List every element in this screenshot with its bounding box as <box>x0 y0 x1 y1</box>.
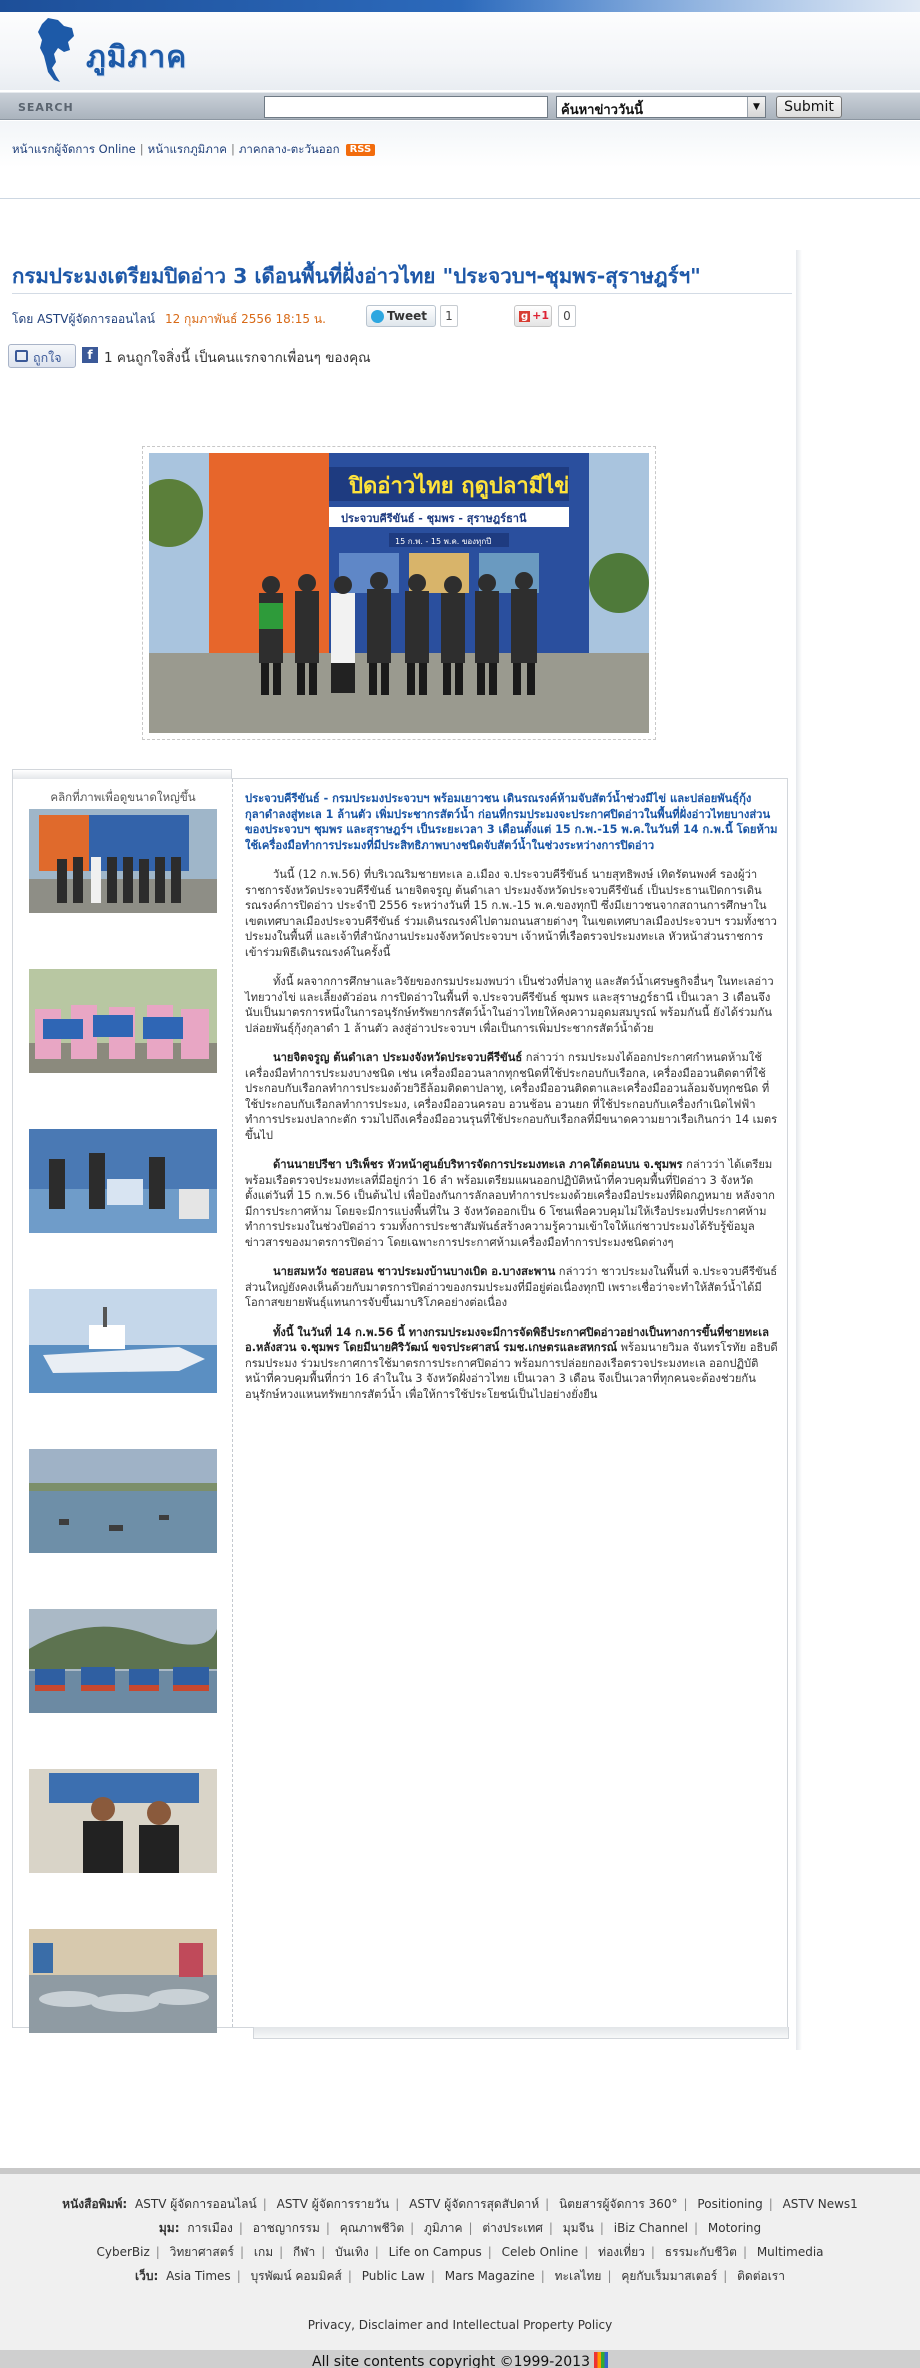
footer-link[interactable]: วิทยาศาสตร์ <box>169 2245 234 2259</box>
thailand-map-icon <box>34 16 78 84</box>
footer-separator: | <box>548 2221 553 2235</box>
paragraph-lead: ด้านนายปรีชา บริเพ็ชร หัวหน้าศูนย์บริหารจัดการประมงทะเล ภาคใต้ตอนบน จ.ชุมพร <box>273 1158 683 1171</box>
paragraph-text: ทั้งนี้ ผลจากการศึกษาและวิจัยของกรมประมงพบว่า เป็นช่วงที่ปลาทู และสัตว์น้ำเศรษฐกิจอื่นๆ ในทะเลอ่าวไทยวางไข่ และเลี้ยงตัวอ่อน การปิดอ่าวในพื้นที่ จ.ประจวบคีรีขันธ์ ชุมพร และสุราษฎร์ธานี เป็นเวลา 3 เดือนจึงนับเป็นมาตรการหนึ่งในการอนุรักษ์ทรัพยากรสัตว์น้ำในอ่าวไทยให้คงความอุดมสมบูรณ์ พร้อมกันนี้ ยังได้ร่วมกันปล่อยพันธุ์กุ้งกุลาดำ 1 ล้านตัว ลงสู่อ่าวประจวบฯ เพื่อเป็นการเพิ่มประชากรสัตว์น้ำด้วย <box>245 975 774 1035</box>
nav-link-region-home[interactable]: หน้าแรกภูมิภาค <box>147 142 227 156</box>
gallery-image <box>29 1449 217 1553</box>
footer-link[interactable]: Public Law <box>361 2269 425 2283</box>
footer-link[interactable]: ท่องเที่ยว <box>598 2245 645 2259</box>
nav-link-manager-home[interactable]: หน้าแรกผู้จัดการ Online <box>12 142 136 156</box>
nav-bar <box>0 121 920 199</box>
footer-row-sections <box>0 2216 920 2240</box>
byline-author: โดย ASTVผู้จัดการออนไลน์ <box>12 312 155 326</box>
paragraph-lead: นายจิตจรูญ ต้นดำเลา ประมงจังหวัดประจวบคีรีขันธ์ <box>273 1051 523 1064</box>
campaign-photo-illustration <box>149 453 649 733</box>
footer-link[interactable]: ASTV ผู้จัดการรายวัน <box>276 2197 390 2211</box>
brand-name: ภูมิภาค <box>86 40 188 75</box>
gallery-thumb-7[interactable] <box>29 1769 217 1873</box>
footer-separator: | <box>325 2221 330 2235</box>
article-byline <box>12 310 326 329</box>
footer-row-label: มุม: <box>158 2221 180 2235</box>
column-shadow <box>796 250 802 2050</box>
gallery-image <box>29 1289 217 1393</box>
gallery-thumb-3[interactable] <box>29 1129 217 1233</box>
footer-separator: | <box>599 2221 604 2235</box>
footer-separator: | <box>236 2269 241 2283</box>
title-divider <box>12 293 792 294</box>
gallery-thumb-1[interactable] <box>29 809 217 913</box>
article-paragraph <box>245 867 779 960</box>
footer-link[interactable]: Celeb Online <box>501 2245 579 2259</box>
banner-subtitle: ประจวบคีรีขันธ์ - ชุมพร - สุราษฎร์ธานี <box>341 512 527 525</box>
paragraph-text: วันนี้ (12 ก.พ.56) ที่บริเวณริมชายทะเล อ.เมือง จ.ประจวบคีรีขันธ์ นายสุทธิพงษ์ เทิดรัตนพงศ์ รองผู้ว่าราชการจังหวัดประจวบคีรีขันธ์ นายจิตจรูญ ต้นดำเลา ประมงจังหวัดประจวบคีรีขันธ์ เป็นประธานเปิดการเดินรณรงค์การปิดอ่าว ประจำปี 2556 ระหว่างวันที่ 15 ก.พ.-15 พ.ค.ของทุกปี ซึ่งมีเยาวชนจากสถานการศึกษาในเขตเทศบาลเมืองประจวบคีรีขันธ์ ร่วมเดินรณรงค์ไปตามถนนสายต่างๆ ในเขตเทศบาลเมืองประจวบฯ รวมทั้งชาวประมงในพื้นที่ และเจ้าที่สำนักงานประมงจังหวัดประจวบฯ เจ้าหน้าที่เรือตรวจประมงทะเล หัวหน้าส่วนราชการ เข้าร่วมพิธีเดินรณรงค์ในครั้งนี้ <box>245 868 777 959</box>
box-bottom-bar <box>253 2027 789 2039</box>
paragraph-lead: นายสมหวัง ชอบสอน ชาวประมงบ้านบางเบิด อ.บางสะพาน <box>273 1265 556 1278</box>
article-box <box>12 778 788 2028</box>
tweet-count: 1 <box>440 305 458 327</box>
footer-separator: | <box>545 2197 550 2211</box>
gallery-thumb-4[interactable] <box>29 1289 217 1393</box>
search-bar <box>0 92 920 120</box>
search-input[interactable] <box>264 96 548 118</box>
copyright-bar <box>0 2350 920 2368</box>
copyright-text: All site contents copyright ©1999-2013 <box>312 2354 590 2368</box>
fb-like-button[interactable] <box>8 344 76 368</box>
article-paragraph <box>245 791 779 853</box>
box-tab <box>12 769 232 779</box>
search-scope-value: ค้นหาข่าววันนี้ <box>561 103 644 118</box>
footer-link[interactable]: ติดต่อเรา <box>737 2269 785 2283</box>
thumbs-up-icon <box>15 350 28 362</box>
footer-separator: | <box>410 2221 415 2235</box>
rss-badge[interactable]: RSS <box>346 144 376 156</box>
footer-link[interactable]: Life on Campus <box>388 2245 482 2259</box>
footer-separator: | <box>607 2269 612 2283</box>
site-logo[interactable] <box>34 16 204 84</box>
facebook-icon[interactable]: f <box>82 347 98 363</box>
paragraph-text: - กรมประมงประจวบฯ พร้อมเยาวชน เดินรณรงค์ห้ามจับสัตว์น้ำช่วงมีไข่ และปล่อยพันธุ์กุ้งกุลาดำลงสู่ทะเล 1 ล้านตัว เพิ่มประชากรสัตว์น้ำ ก่อนที่กรมประมงจะประกาศปิดอ่าวในพื้นที่ฝั่งอ่าวไทยบางส่วนของประจวบฯ ชุมพร และสุราษฎร์ฯ เป็นระยะเวลา 3 เดือนตั้งแต่ 15 ก.พ.-15 พ.ค.ในวันที่ 14 ก.พ.นี้ โดยห้ามใช้เครื่องมือทำการประมงที่มีประสิทธิภาพบางชนิดจับสัตว์น้ำในช่วงระหว่างการปิดอ่าว <box>245 792 778 852</box>
dateline[interactable]: ประจวบคีรีขันธ์ <box>245 792 320 805</box>
footer-link[interactable]: Multimedia <box>756 2245 824 2259</box>
main-photo[interactable] <box>142 446 656 740</box>
footer-separator: | <box>487 2245 492 2259</box>
article-date: 12 กุมภาพันธ์ 2556 18:15 น. <box>164 312 326 326</box>
article-body <box>245 791 779 1416</box>
footer-separator: | <box>155 2245 160 2259</box>
footer-separator: | <box>347 2269 352 2283</box>
footer-separator: | <box>430 2269 435 2283</box>
footer-separator: | <box>374 2245 379 2259</box>
footer-row-label: หนังสือพิมพ์: <box>62 2197 128 2211</box>
footer-link[interactable]: Motoring <box>707 2221 762 2235</box>
footer-separator: | <box>239 2245 245 2259</box>
footer-row-sections-2 <box>0 2240 920 2264</box>
article-paragraph <box>245 1050 779 1143</box>
footer-link[interactable]: iBiz Channel <box>613 2221 689 2235</box>
fb-like-text: 1 คนถูกใจสิ่งนี้ เป็นคนแรกจากเพื่อนๆ ของคุณ <box>104 350 371 366</box>
gplus-label: +1 <box>532 309 550 322</box>
site-header <box>0 0 920 90</box>
footer-row-newspapers <box>0 2192 920 2216</box>
footer-separator: | <box>540 2269 545 2283</box>
banner-dates: 15 ก.พ. - 15 พ.ค. ของทุกปี <box>395 537 492 546</box>
footer-link[interactable]: บันเทิง <box>335 2245 369 2259</box>
footer-link[interactable]: กีฬา <box>293 2245 316 2259</box>
gplus-count: 0 <box>558 305 576 327</box>
footer-separator: | <box>694 2221 699 2235</box>
fb-like-label: ถูกใจ <box>33 350 62 365</box>
gallery-image <box>29 1129 217 1233</box>
footer-link[interactable]: ต่างประเทศ <box>482 2221 543 2235</box>
footer-separator: | <box>262 2197 267 2211</box>
footer-links <box>0 2192 920 2288</box>
article-title: กรมประมงเตรียมปิดอ่าว 3 เดือนพื้นที่ฝั่งอ่าวไทย "ประจวบฯ-ชุมพร-สุราษฎร์ฯ" <box>12 264 701 288</box>
gallery-caption: คลิกที่ภาพเพื่อดูขนาดใหญ่ขึ้น <box>50 790 196 804</box>
footer-link[interactable]: เกม <box>253 2245 274 2259</box>
search-label: SEARCH <box>18 101 74 114</box>
paragraph-lead: ทั้งนี้ ในวันที่ 14 ก.พ.56 นี้ ทางกรมประมงจะมีการจัดพิธีประกาศปิดอ่าวอย่างเป็นทางการขึ้นที่ชายทะเล อ.หลังสวน จ.ชุมพร โดยมีนายศิริวัฒน์ ขจรประศาสน์ รมช.เกษตรและสหกรณ์ <box>245 1325 769 1354</box>
footer-separator: | <box>321 2245 326 2259</box>
footer-link[interactable]: Mars Magazine <box>444 2269 535 2283</box>
gplus-button[interactable] <box>514 305 552 327</box>
chevron-down-icon[interactable]: ▼ <box>747 97 765 117</box>
submit-button[interactable]: Submit <box>776 96 842 118</box>
footer-separator: | <box>395 2197 400 2211</box>
footer-row-websites <box>0 2264 920 2288</box>
footer-link[interactable]: บุรพัฒน์ คอมมิคส์ <box>250 2269 342 2283</box>
footer-separator: | <box>768 2197 773 2211</box>
gplus-icon: g <box>521 311 529 322</box>
footer-separator: | <box>650 2245 655 2259</box>
banner-title: ปิดอ่าวไทย ฤดูปลามีไข่ <box>349 474 570 499</box>
tweet-button[interactable] <box>366 305 436 327</box>
footer-separator: | <box>238 2221 243 2235</box>
nav-separator: | <box>230 142 235 156</box>
paragraph-text: กล่าวว่า ได้เตรียมพร้อมเรือตรวจประมงทะเลที่มีอยู่กว่า 16 ลำ พร้อมเตรียมแผนออกปฏิบัติหน้าที่ควบคุมพื้นที่ปิดอ่าว 3 จังหวัด ตั้งแต่วันที่ 15 ก.พ.56 เป็นต้นไป เพื่อป้องกันการลักลอบทำการประมงด้วยเครื่องมือประมงที่ผิดกฎหมาย หลังจากมีการประกาศห้าม โดยจะมีการแบ่งพื้นที่ใน 3 จังหวัดออกเป็น 6 โซนเพื่อควบคุมไม่ให้เรือประมงที่ประกาศห้ามทำการประมงในช่วงปิดอ่าว รวมทั้งการประชาสัมพันธ์สร้างความรู้ความเข้าใจให้แก่ชาวประมงได้รับรู้ข้อมูลข่าวสารของมาตรการปิดอ่าว โดยเฉพาะการประกาศห้ามเครื่องมือทำการประมงชนิดต่างๆ <box>245 1158 775 1249</box>
search-scope-select[interactable] <box>556 96 766 118</box>
gallery-thumb-6[interactable] <box>29 1609 217 1713</box>
gallery-thumb-8[interactable] <box>29 1929 217 2033</box>
gallery-image <box>29 969 217 1073</box>
nav-link-central-east[interactable]: ภาคกลาง-ตะวันออก <box>238 142 340 156</box>
article-paragraph <box>245 974 779 1036</box>
footer-link[interactable]: Asia Times <box>166 2269 231 2283</box>
paragraph-text: กล่าวว่า ชาวประมงในพื้นที่ จ.ประจวบคีรีขันธ์ ส่วนใหญ่ยังคงเห็นด้วยกับมาตรการปิดอ่าวของกรมประมงที่มีอยู่ต่อเนื่องทุกปี เพราะเชื่อว่าจะทำให้สัตว์น้ำได้มีโอกาสขยายพันธุ์แทนการจับขึ้นมาบริโภคอย่างต่อเนื่อง <box>245 1265 778 1309</box>
policy-link[interactable]: Privacy, Disclaimer and Intellectual Property Policy <box>307 2318 613 2332</box>
footer-separator: | <box>742 2245 747 2259</box>
footer-link[interactable]: ASTV ผู้จัดการออนไลน์ <box>135 2197 257 2211</box>
footer-link[interactable]: อาชญากรรม <box>252 2221 320 2235</box>
gallery-image <box>29 809 217 913</box>
footer-link[interactable]: ASTV News1 <box>782 2197 858 2211</box>
breadcrumb <box>12 141 375 159</box>
footer-separator: | <box>468 2221 473 2235</box>
footer-link[interactable]: คุณภาพชีวิต <box>339 2221 405 2235</box>
article-paragraph <box>245 1325 779 1403</box>
gallery-image <box>29 1769 217 1873</box>
article-paragraph <box>245 1264 779 1311</box>
company-logo-icon <box>594 2352 608 2368</box>
footer-link[interactable]: มุมจีน <box>562 2221 594 2235</box>
footer-link[interactable]: นิตยสารผู้จัดการ 360° <box>558 2197 678 2211</box>
gallery-image <box>29 1929 217 2033</box>
article-paragraph <box>245 1157 779 1250</box>
footer-link[interactable]: การเมือง <box>187 2221 233 2235</box>
nav-separator: | <box>139 142 144 156</box>
footer-link[interactable]: ASTV ผู้จัดการสุดสัปดาห์ <box>409 2197 540 2211</box>
header-stripe <box>0 0 920 12</box>
footer-separator: | <box>723 2269 728 2283</box>
footer-separator: | <box>279 2245 284 2259</box>
gallery-image <box>29 1609 217 1713</box>
paragraph-text: พร้อมนายวิมล จันทรโรทัย อธิบดีกรมประมง ร่วมประกาศการใช้มาตรการประกาศปิดอ่าว พร้อมการปล่อยกองเรือตรวจประมงทะเล ออกปฏิบัติหน้าที่ควบคุมพื้นที่กว่า 16 ลำในใน 3 จังหวัดฝั่งอ่าวไทย เป็นเวลา 3 เดือน จึงเป็นเวลาที่ทุกคนจะต้องช่วยกันอนุรักษ์หวงแหนทรัพยากรสัตว์น้ำ เพื่อให้การใช้ประโยชน์เป็นไปอย่างยั่งยืน <box>245 1341 778 1401</box>
footer-separator: | <box>683 2197 688 2211</box>
tweet-label: Tweet <box>387 309 427 323</box>
footer-link[interactable]: ธรรมะกับชีวิต <box>664 2245 737 2259</box>
twitter-bird-icon <box>371 310 384 323</box>
gallery-thumb-5[interactable] <box>29 1449 217 1553</box>
paragraph-text: กล่าวว่า กรมประมงได้ออกประกาศกำหนดห้ามใช้เครื่องมือทำการประมงบางชนิด เช่น เครื่องมืออวนลากทุกชนิดที่ใช้ประกอบกับเรือกล, เครื่องมืออวนติดตาที่ใช้ประกอบกับเรือกลทำการประมงด้วยวิธีล้อมติดตาปลาทู, เครื่องมืออวนติดตาและเครื่องมืออวนล้อมจับทุกชนิด ที่ใช้ประกอบกับเรือกลทำการประมง, เครื่องมืออวนครอบ อวนช้อน อวนยก ที่ใช้ประกอบกับเครื่องกำเนิดไฟฟ้า ทำการประมงปลากะตัก รวมไปถึงเครื่องมืออวนรุนที่ใช้ประกอบกับเรือกลที่มีขนาดความยาวเรือเกินกว่า 14 เมตรขึ้นไป <box>245 1051 778 1142</box>
footer-link[interactable]: คุยกับเร็มมาสเตอร์ <box>621 2269 718 2283</box>
photo-gallery <box>13 779 233 2027</box>
footer-link[interactable]: Positioning <box>697 2197 763 2211</box>
footer-row-label: เว็บ: <box>135 2269 159 2283</box>
footer-link[interactable]: ทะเลไทย <box>554 2269 602 2283</box>
footer-link[interactable]: ภูมิภาค <box>424 2221 463 2235</box>
gallery-thumb-2[interactable] <box>29 969 217 1073</box>
footer-link[interactable]: CyberBiz <box>96 2245 150 2259</box>
site-footer <box>0 2168 920 2368</box>
main-photo-image <box>149 453 649 733</box>
footer-separator: | <box>584 2245 589 2259</box>
